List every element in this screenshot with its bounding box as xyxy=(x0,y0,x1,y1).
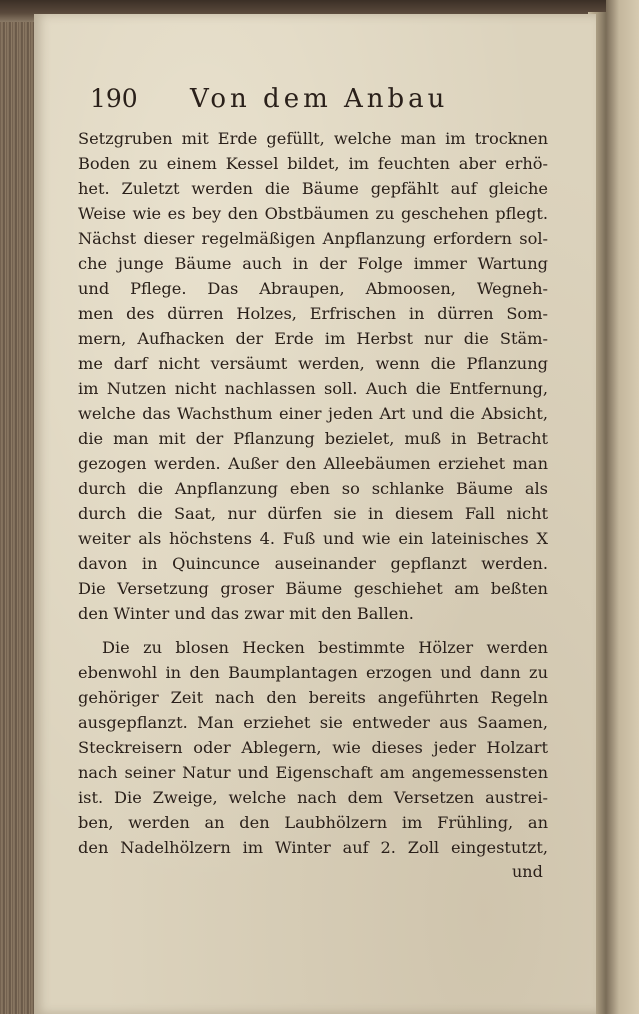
catchword: und xyxy=(512,862,543,881)
text-line: ben, werden an den Laubhölzern im Frühling, an xyxy=(78,813,548,832)
text-line: Nächst dieser regelmäßigen Anpflanzung erfordern sol- xyxy=(78,229,548,248)
text-line: het. Zuletzt werden die Bäume gepfählt auf gleiche xyxy=(78,179,548,198)
text-line: ist. Die Zweige, welche nach dem Versetzen austrei- xyxy=(78,788,548,807)
text-line: che junge Bäume auch in der Folge immer Wartung xyxy=(78,254,548,273)
text-line: durch die Anpflanzung eben so schlanke Bäume als xyxy=(78,479,548,498)
body-text xyxy=(78,126,548,860)
text-line: Setzgruben mit Erde gefüllt, welche man im trocknen xyxy=(78,129,548,148)
text-line: die man mit der Pflanzung bezielet, muß in Betracht xyxy=(78,429,548,448)
running-title: Von dem Anbau xyxy=(190,84,449,114)
text-line: weiter als höchstens 4. Fuß und wie ein lateinisches X xyxy=(78,529,548,548)
text-line: gehöriger Zeit nach den bereits angeführten Regeln xyxy=(78,688,548,707)
text-line: me darf nicht versäumt werden, wenn die Pflanzung xyxy=(78,354,548,373)
text-line: Die Versetzung groser Bäume geschiehet am beßten xyxy=(78,579,548,598)
paragraph-gap xyxy=(78,626,548,635)
text-line: Weise wie es bey den Obstbäumen zu geschehen pflegt. xyxy=(78,204,548,223)
text-line: gezogen werden. Außer den Alleebäumen erziehet man xyxy=(78,454,548,473)
text-line: men des dürren Holzes, Erfrischen in dürren Som- xyxy=(78,304,548,323)
text-line: ebenwohl in den Baumplantagen erzogen und dann zu xyxy=(78,663,548,682)
page-header xyxy=(90,84,510,118)
facing-page-edge xyxy=(606,0,639,1014)
paragraph-2 xyxy=(78,635,548,860)
text-line: mern, Aufhacken der Erde im Herbst nur die Stäm- xyxy=(78,329,548,348)
text-line: welche das Wachsthum einer jeden Art und die Absicht, xyxy=(78,404,548,423)
text-line: und Pflege. Das Abraupen, Abmoosen, Wegneh- xyxy=(78,279,548,298)
paragraph-1 xyxy=(78,126,548,626)
text-line: den Winter und das zwar mit den Ballen. xyxy=(78,604,414,623)
text-line: ausgepflanzt. Man erziehet sie entweder aus Saamen, xyxy=(78,713,548,732)
page-number: 190 xyxy=(90,84,138,113)
text-line: Boden zu einem Kessel bildet, im feuchten aber erhö- xyxy=(78,154,548,173)
text-line: davon in Quincunce auseinander gepflanzt werden. xyxy=(78,554,548,573)
text-line: Die zu blosen Hecken bestimmte Hölzer werden xyxy=(102,638,548,657)
text-line: durch die Saat, nur dürfen sie in diesem Fall nicht xyxy=(78,504,548,523)
text-line: Steckreisern oder Ablegern, wie dieses jeder Holzart xyxy=(78,738,548,757)
text-line: den Nadelhölzern im Winter auf 2. Zoll eingestutzt, xyxy=(78,838,548,857)
text-line: im Nutzen nicht nachlassen soll. Auch die Entfernung, xyxy=(78,379,548,398)
text-line: nach seiner Natur und Eigenschaft am angemessensten xyxy=(78,763,548,782)
